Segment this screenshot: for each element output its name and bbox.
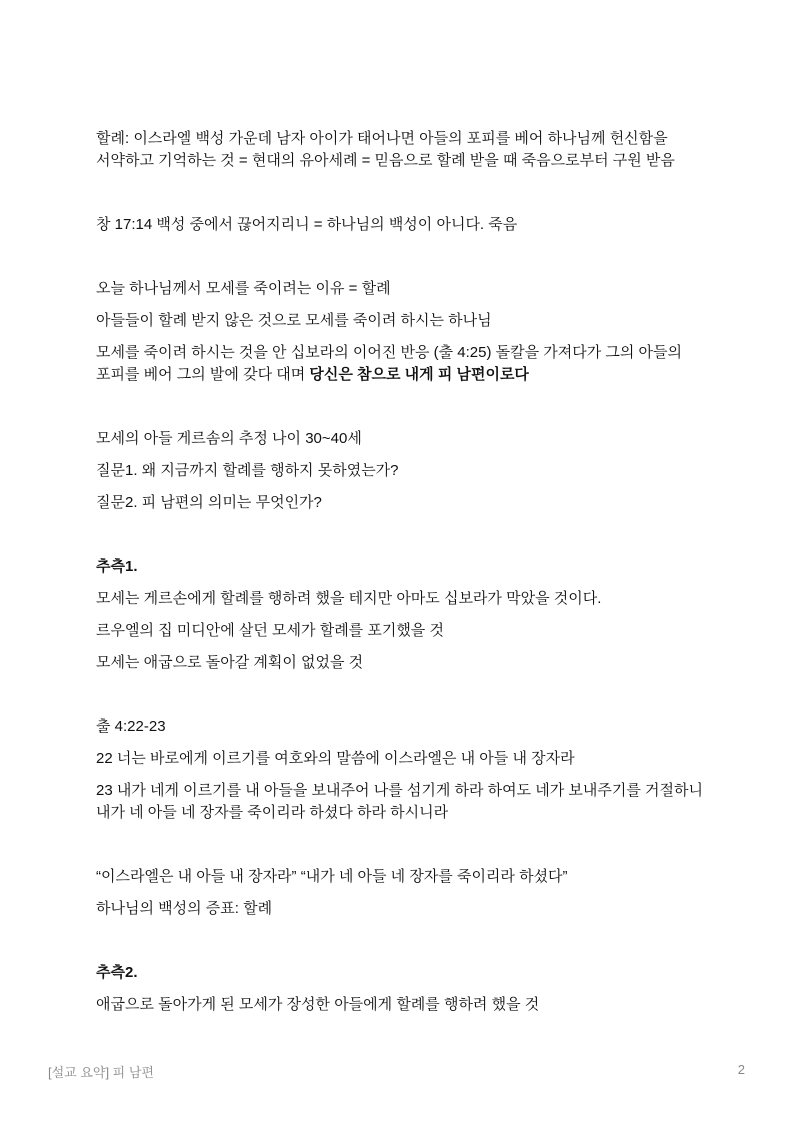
footer-page-number: 2 [737, 1062, 745, 1077]
paragraph-genesis-17-14: 창 17:14 백성 중에서 끊어지리니 = 하나님의 백성이 아니다. 죽음 [96, 216, 518, 233]
paragraph-question-2: 질문2. 피 남편의 의미는 무엇인가? [96, 494, 322, 511]
footer-document-title: [설교 요약] 피 남편 [48, 1065, 154, 1080]
paragraph-verse-23: 23 내가 네게 이르기를 내 아들을 보내주어 나를 섬기게 하라 하여도 네가 보내주기를 거절하니 내가 네 아들 네 장자를 죽이리라 하셨다 하라 하시니라 [96, 782, 703, 821]
paragraph-quotes: “이스라엘은 내 아들 내 장자라” “내가 네 아들 네 장자를 죽이리라 하셨다” [96, 868, 568, 885]
paragraph-verse-22: 22 너는 바로에게 이르기를 여호와의 말씀에 이스라엘은 내 아들 내 장자라 [96, 750, 575, 767]
paragraph-guess-1-b: 르우엘의 집 미디안에 살던 모세가 할례를 포기했을 것 [96, 622, 444, 639]
paragraph-sons-not-circumcised: 아들들이 할례 받지 않은 것으로 모세를 죽이려 하시는 하나님 [96, 312, 492, 329]
spacer [96, 684, 706, 716]
spacer [96, 524, 706, 556]
spacer [96, 396, 706, 428]
paragraph-guess-2-a: 애굽으로 돌아가게 된 모세가 장성한 아들에게 할례를 행하려 했을 것 [96, 996, 540, 1013]
paragraph-circumcision-definition: 할례: 이스라엘 백성 가운데 남자 아이가 태어나면 아들의 포피를 베어 하나님께 헌신함을 서약하고 기억하는 것 = 현대의 유아세례 = 믿음으로 할례 받을 때 죽음으로부터 구원 받음 [96, 130, 675, 169]
spacer [96, 930, 706, 962]
paragraph-reason: 오늘 하나님께서 모세를 죽이려는 이유 = 할례 [96, 280, 391, 297]
spacer [96, 834, 706, 866]
bloody-husband-quote: 당신은 참으로 내게 피 남편이로다 [309, 366, 529, 383]
document-body [96, 128, 706, 1026]
paragraph-guess-1-c: 모세는 애굽으로 돌아갈 계획이 없었을 것 [96, 654, 364, 671]
heading-guess-1: 추측1. [96, 558, 138, 575]
zipporah-response-text: 모세를 죽이려 하시는 것을 안 십보라의 이어진 반응 (출 4:25) 돌칼을 가져다가 그의 아들의 포피를 베어 그의 발에 갖다 대며 [96, 344, 683, 383]
paragraph-gershom-age: 모세의 아들 게르솜의 추정 나이 30~40세 [96, 430, 362, 447]
spacer [96, 182, 706, 214]
paragraph-exodus-ref: 출 4:22-23 [96, 718, 166, 735]
paragraph-zipporah-response [96, 342, 706, 386]
paragraph-sign-of-people: 하나님의 백성의 증표: 할례 [96, 900, 273, 917]
heading-guess-2: 추측2. [96, 964, 138, 981]
spacer [96, 246, 706, 278]
paragraph-guess-1-a: 모세는 게르손에게 할례를 행하려 했을 테지만 아마도 십보라가 막았을 것이다. [96, 590, 602, 607]
paragraph-question-1: 질문1. 왜 지금까지 할례를 행하지 못하였는가? [96, 462, 399, 479]
